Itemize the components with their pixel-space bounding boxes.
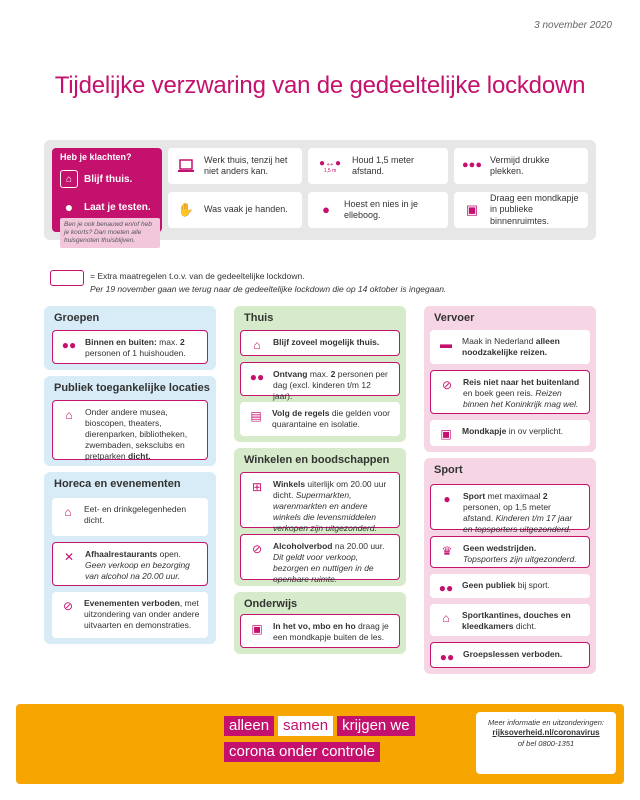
clipboard-icon: ▤ xyxy=(250,409,262,424)
building-icon: ⌂ xyxy=(65,408,73,423)
rule-work-home xyxy=(168,148,302,184)
card-group-lessons: ●● Groepslessen verboden. xyxy=(430,642,590,668)
cutlery-icon: ✕ xyxy=(63,550,75,565)
panel-onderwijs xyxy=(234,592,406,654)
complaints-question: Heb je klachten? xyxy=(60,152,132,162)
cough-icon: ● xyxy=(322,201,330,217)
card-no-abroad: ⊘ Reis niet naar het buitenland en boek geen reis. Reizen binnen het Koninkrijk mag wel. xyxy=(430,370,590,414)
no-alcohol-icon: ⊘ xyxy=(251,542,263,557)
building-icon: ⌂ xyxy=(442,611,450,626)
card-stay-home: ⌂ Blijf zoveel mogelijk thuis. xyxy=(240,330,400,356)
rule-distance xyxy=(308,148,448,184)
people-icon: ●● xyxy=(61,338,77,353)
rule-text: Vermijd drukke plekken. xyxy=(490,154,550,176)
info-phone: of bel 0800-1351 xyxy=(517,738,575,748)
group-lesson-icon: ●● xyxy=(439,650,455,665)
crowd-icon: ●●● xyxy=(462,159,482,172)
rule-text: Draag een mondkapje in publieke binnenruimtes. xyxy=(490,193,579,226)
house-icon: ⌂ xyxy=(253,338,261,353)
stay-home-row xyxy=(60,170,132,188)
no-travel-icon: ⊘ xyxy=(441,378,453,393)
panel-sport xyxy=(424,458,596,674)
rule-wash-hands xyxy=(168,192,302,228)
get-tested-label: Laat je testen. xyxy=(84,201,151,213)
card-shops: ⊞ Winkels uiterlijk om 20.00 uur dicht. Supermarkten, warenmarkten en andere winkels die levensmiddelen verkopen zijn uitgezonderd. xyxy=(240,472,400,528)
panel-horeca xyxy=(44,472,216,644)
no-events-icon: ⊘ xyxy=(62,599,74,614)
stay-home-label: Blijf thuis. xyxy=(84,173,133,185)
mask-icon: ▣ xyxy=(440,427,452,442)
card-alcohol-ban: ⊘ Alcoholverbod na 20.00 uur. Dit geldt voor verkoop, bezorgen en nuttigen in de openbare ruimte. xyxy=(240,534,400,580)
panel-title: Sport xyxy=(434,464,463,476)
complaints-note: Ben je ook benauwd en/of heb je koorts? Dan moeten alle huisgenoten thuisblijven. xyxy=(60,218,160,248)
legend-subtext: Per 19 november gaan we terug naar de gedeeltelijke lockdown die op 14 oktober is ingegaan. xyxy=(90,284,447,294)
restaurant-icon: ⌂ xyxy=(64,505,72,520)
get-tested-row xyxy=(60,198,151,216)
panel-title: Thuis xyxy=(244,312,274,324)
legend-swatch xyxy=(50,270,84,286)
distance-icon: ●↔● 1,5 m xyxy=(318,157,342,174)
rule-avoid-crowds xyxy=(454,148,588,184)
slogan-word: krijgen we xyxy=(337,716,415,736)
rule-text: Houd 1,5 meter afstand. xyxy=(352,154,415,176)
info-link[interactable]: rijksoverheid.nl/coronavirus xyxy=(492,728,600,738)
panel-thuis xyxy=(234,306,406,442)
page-title: Tijdelijke verzwaring van de gedeeltelijke lockdown xyxy=(54,72,586,99)
rule-text: Werk thuis, tenzij het niet anders kan. xyxy=(204,154,288,176)
car-icon: ▬ xyxy=(440,337,452,352)
legend-text: = Extra maatregelen t.o.v. van de gedeeltelijke lockdown. xyxy=(90,271,305,281)
info-line: Meer informatie en uitzonderingen: xyxy=(488,718,604,727)
distance-label: 1,5 m xyxy=(323,167,337,174)
rule-text: Was vaak je handen. xyxy=(204,204,288,215)
panel-winkelen xyxy=(234,448,406,586)
card-public-locations: ⌂ Onder andere musea, bioscopen, theaters, dierenparken, bibliotheken, zwembaden, seksclubs en pretparken dicht. xyxy=(52,400,208,460)
panel-title: Winkelen en boodschappen xyxy=(244,454,390,466)
card-restaurants-closed: ⌂ Eet- en drinkgelegenheden dicht. xyxy=(52,498,208,536)
runner-icon: ● xyxy=(443,492,451,507)
card-group-size: ●● Binnen en buiten: max. 2 personen of 1 huishouden. xyxy=(52,330,208,364)
crowd-icon: ●● xyxy=(438,581,454,596)
laptop-icon xyxy=(176,156,196,176)
card-takeaway: ✕ Afhaalrestaurants open. Geen verkoop en bezorging van alcohol na 20.00 uur. xyxy=(52,542,208,586)
card-transit-mask: ▣ Mondkapje in ov verplicht. xyxy=(430,420,590,446)
house-icon: ⌂ xyxy=(60,170,78,188)
card-visitors: ●● Ontvang max. 2 personen per dag (excl. kinderen t/m 12 jaar). xyxy=(240,362,400,396)
card-quarantine-rules: ▤ Volg de regels die gelden voor quarantaine en isolatie. xyxy=(240,402,400,436)
slogan-word: alleen xyxy=(224,716,274,736)
card-events-banned: ⊘ Evenementen verboden, met uitzondering van onder andere uitvaarten en demonstraties. xyxy=(52,592,208,638)
panel-publiek xyxy=(44,376,216,466)
slogan-word: corona onder controle xyxy=(224,742,380,762)
cart-icon: ⊞ xyxy=(251,480,263,495)
panel-vervoer xyxy=(424,306,596,452)
panel-groepen xyxy=(44,306,216,370)
mask-icon: ▣ xyxy=(465,201,479,217)
mask-icon: ▣ xyxy=(251,622,263,637)
card-education-mask: ▣ In het vo, mbo en ho draag je een mondkapje buiten de les. xyxy=(240,614,400,648)
panel-title: Vervoer xyxy=(434,312,475,324)
card-sport-limit: ● Sport met maximaal 2 personen, op 1,5 meter afstand. Kinderen t/m 17 jaar en topsporters uitgezonderd. xyxy=(430,484,590,530)
panel-title: Publiek toegankelijke locaties xyxy=(54,382,210,394)
rule-cough-elbow xyxy=(308,192,448,228)
panel-title: Onderwijs xyxy=(244,598,298,610)
person-icon: ● xyxy=(64,199,74,215)
date: 3 november 2020 xyxy=(534,20,612,31)
rule-text: Hoest en nies in je elleboog. xyxy=(344,198,419,220)
slogan-word: samen xyxy=(278,716,333,736)
card-essential-travel: ▬ Maak in Nederland alleen noodzakelijke reizen. xyxy=(430,330,590,364)
card-no-audience: ●● Geen publiek bij sport. xyxy=(430,574,590,598)
panel-title: Horeca en evenementen xyxy=(54,478,181,490)
hands-icon: ✋ xyxy=(177,201,195,217)
card-sport-facilities: ⌂ Sportkantines, douches en kleedkamers dicht. xyxy=(430,604,590,636)
trophy-icon: ♛ xyxy=(441,544,453,559)
card-no-matches: ♛ Geen wedstrijden. Topsporters zijn uitgezonderd. xyxy=(430,536,590,568)
rule-face-mask xyxy=(454,192,588,228)
info-box xyxy=(476,712,616,774)
slogan xyxy=(224,716,415,762)
panel-title: Groepen xyxy=(54,312,100,324)
people-icon: ●● xyxy=(249,370,265,385)
